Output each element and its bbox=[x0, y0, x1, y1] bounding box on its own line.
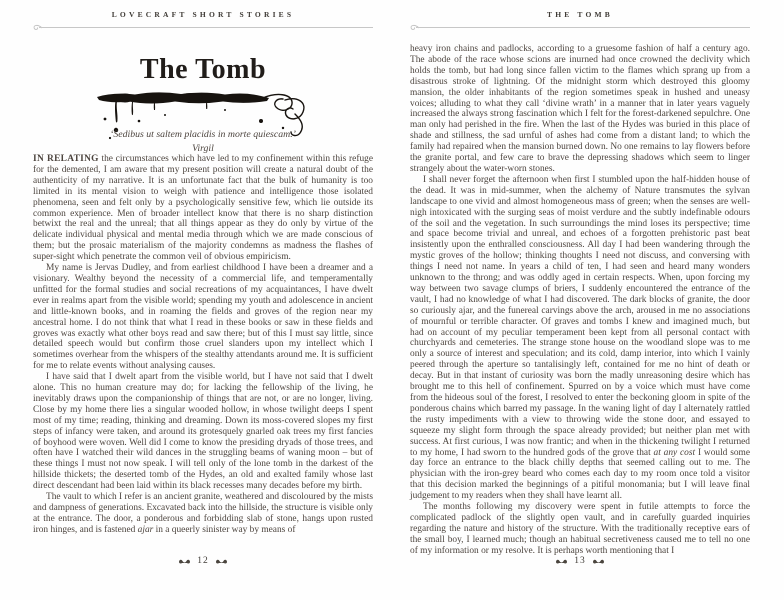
paragraph bbox=[33, 492, 373, 536]
text-segment: I would some day force an entrance to the black chilly depths that seemed calling out to me. The physician with the iron-grey beard who comes each day to my room once told a visitor that this decision marked the beginnings of a pitiful monomania; but I will leave final judgement to my readers when they shall have learnt all. bbox=[410, 447, 750, 502]
text-segment: I shall never forget the afternoon when first I stumbled upon the half-hidden house of the dead. It was in mid-summer, when the alchemy of Nature transmutes the sylvan landscape to one vivid and almost homogeneous mass of green; when the senses are well-nigh intoxicated with the surging seas of moist verdure and the subtly indefinable odours of the soil and the vegetation. In such surroundings the mind loses its perspective; time and space become trivial and unreal, and echoes of a forgotten prehistoric past beat insistently upon the enthralled consciousness. All day I had been wandering through the mystic groves of the hollow; thinking thoughts I need not discuss, and conversing with things I need not name. In years a child of ten, I had seen and heard many wonders unknown to the throng; and was oddly aged in certain respects. When, upon forcing my way between two savage clumps of briers, I suddenly encountered the entrance of the vault, I had no knowledge of what I had discovered. The dark blocks of granite, the door so curiously ajar, and the funereal carvings above the arch, aroused in me no associations of mournful or terrible character. Of graves and tombs I knew and imagined much, but had on account of my peculiar temperament been kept from all personal contact with churchyards and cemeteries. The strange stone house on the woodland slope was to me only a source of interest and speculation; and its cold, damp interior, into which I vainly peered through the aperture so tantalisingly left, contained for me no hint of death or decay. But in that instant of curiosity was born the madly unreasoning desire which has brought me to this hell of confinement. Spurred on by a voice which must have come from the hideous soul of the forest, I resolved to enter the beckoning gloom in spite of the ponderous chains which barred my passage. In the waning light of day I alternately rattled the rusty impediments with a view to throwing wide the stone door, and essayed to squeeze my slight form through the space already provided; but neither plan met with success. At first curious, I was now frantic; and when in the thickening twilight I returned to my home, I had sworn to the hundred gods of the grove that bbox=[410, 174, 750, 458]
text-segment: IN RELATING bbox=[33, 154, 99, 164]
right-page-body-text bbox=[410, 44, 750, 557]
left-page bbox=[33, 0, 373, 600]
page-number: 13 bbox=[574, 556, 586, 566]
text-segment: ajar bbox=[137, 524, 154, 535]
footer-ornament-icon bbox=[555, 558, 568, 565]
epigraph-attribution: Virgil bbox=[192, 143, 214, 154]
text-segment: The vault to which I refer is an ancient granite, weathered and discoloured by the mists and dampness of generations. Excavated back into the hillside, the structure is visible only at the entrance. The door, a ponderous and forbidding slab of stone, hangs upon rusted iron hinges, and is fastened bbox=[33, 492, 373, 535]
text-segment: in a queerly sinister way by means of bbox=[153, 524, 296, 535]
left-page-body-text bbox=[33, 154, 373, 536]
paragraph bbox=[33, 154, 373, 263]
paragraph bbox=[410, 502, 750, 557]
text-segment: heavy iron chains and padlocks, according to a gruesome fashion of half a century ago. The abode of the race whose scions are inurned had once crowned the declivity which holds the tomb, but had long since fallen victim to the flames which sprang up from a disastrous stroke of lightning. Of the midnight storm which destroyed this gloomy mansion, the older inhabitants of the region sometimes speak in hushed and uneasy voices; alluding to what they call ‘divine wrath’ in a manner that in later years vaguely increased the always strong fascination which I felt for the forest-darkened sepulchre. One man only had perished in the fire. When the last of the Hydes was buried in this place of shade and stillness, the sad urnful of ashes had come from a distant land; to which the family had repaired when the mansion burned down. No one remains to lay flowers before the granite portal, and few care to brave the depressing shadows which seem to linger strangely about the water-worn stones. bbox=[410, 44, 750, 174]
paragraph bbox=[33, 372, 373, 492]
right-page bbox=[410, 0, 750, 600]
footer-ornament-icon bbox=[178, 558, 191, 565]
text-segment: the circumstances which have led to my confinement within this refuge for the demented, I am aware that my present position will create a natural doubt of the authenticity of my narrative. It is an unfortunate fact that the bulk of humanity is too limited in its mental vision to weigh with patience and intelligence those isolated phenomena, seen and felt only by a psychologically sensitive few, which lie outside its common experience. Men of broader intellect know that there is no sharp distinction betwixt the real and the unreal; that all things appear as they do only by virtue of the delicate individual physical and mental media through which we are made conscious of them; but the prosaic materialism of the majority condemns as madness the flashes of super-sight which penetrate the common veil of obvious empiricism. bbox=[33, 154, 373, 263]
footer-ornament-icon bbox=[215, 558, 228, 565]
running-head-left: LOVECRAFT SHORT STORIES bbox=[111, 10, 295, 19]
epigraph-quote: ‘Sedibus ut saltem placidis in morte quiescam.’ bbox=[110, 129, 296, 140]
text-segment: I have said that I dwelt apart from the visible world, but I have not said that I dwelt alone. This no human creature may do; for lacking the fellowship of the living, he inevitably draws upon the companionship of things that are not, or are no longer, living. Close by my home there lies a singular wooded hollow, in whose twilight deeps I spent most of my time; reading, thinking and dreaming. Down its moss-covered slopes my first steps of infancy were taken, and around its grotesquely gnarled oak trees my first fancies of boyhood were woven. Well did I come to know the presiding dryads of those trees, and often have I watched their wild dances in the struggling beams of waning moon – but of these things I must not now speak. I will tell only of the lone tomb in the darkest of the hillside thickets; the deserted tomb of the Hydes, an old and exalted family whose last direct descendant had been laid within its black recesses many decades before my birth. bbox=[33, 372, 373, 492]
text-segment: The months following my discovery were spent in futile attempts to force the complicated padlock of the slightly open vault, and in carefully guarded inquiries regarding the nature and history of the structure. With the traditionally receptive ears of the small boy, I learned much; though an habitual secretiveness caused me to tell no one of my information or my resolve. It is perhaps worth mentioning that I bbox=[410, 502, 750, 556]
text-segment: My name is Jervas Dudley, and from earliest childhood I have been a dreamer and a visionary. Wealthy beyond the necessity of a commercial life, and temperamentally unfitted for the formal studies and social recreations of my acquaintances, I have dwelt ever in realms apart from the visible world; spending my youth and adolescence in ancient and little-known books, and in roaming the fields and groves of the region near my ancestral home. I do not think that what I read in these books or saw in these fields and groves was exactly what other boys read and saw there; but of this I must say little, since detailed speech would but confirm those cruel slanders upon my intellect which I sometimes overhear from the whispers of the stealthy attendants around me. It is sufficient for me to relate events without analysing causes. bbox=[33, 263, 373, 372]
text-segment: at any cost bbox=[653, 447, 696, 458]
page-number: 12 bbox=[197, 556, 209, 566]
head-rule-right bbox=[416, 27, 750, 28]
right-page-footer bbox=[410, 556, 750, 566]
left-page-footer bbox=[33, 556, 373, 566]
head-rule-left bbox=[39, 27, 373, 28]
paragraph bbox=[33, 263, 373, 372]
running-head-right: THE TOMB bbox=[547, 10, 613, 19]
chapter-title: The Tomb bbox=[139, 54, 267, 85]
paragraph bbox=[410, 175, 750, 502]
footer-ornament-icon bbox=[592, 558, 605, 565]
paragraph bbox=[410, 44, 750, 175]
